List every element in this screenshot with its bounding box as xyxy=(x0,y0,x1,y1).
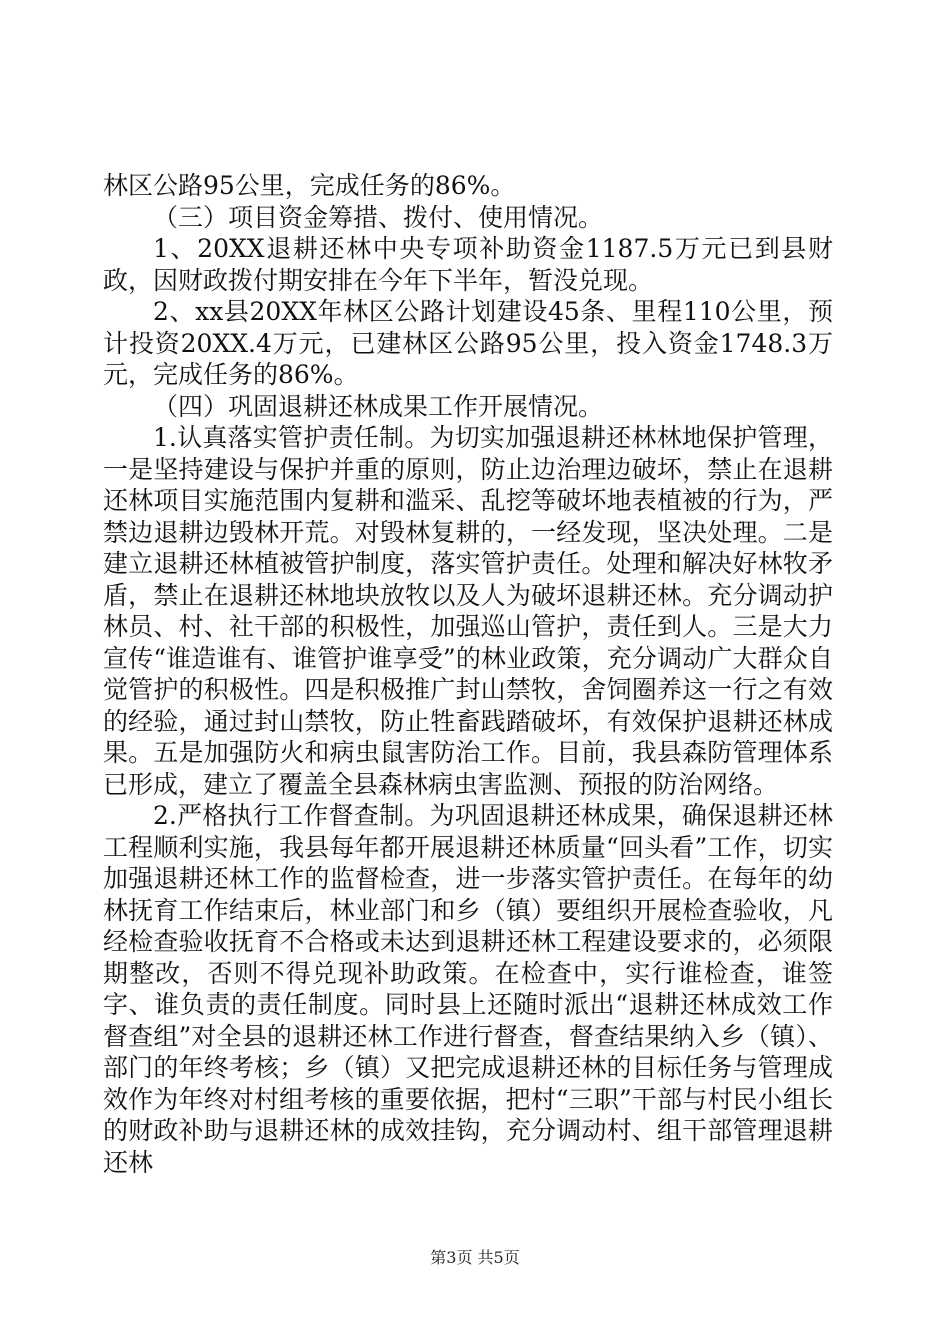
paragraph-management-responsibility: 1.认真落实管护责任制。为切实加强退耕还林林地保护管理，一是坚持建设与保护并重的原则，防止边治理边破坏，禁止在退耕还林项目实施范围内复耕和滥采、乱挖等破坏地表植被的行为，严禁边退耕边毁林开荒。对毁林复耕的，一经发现，坚决处理。二是建立退耕还林植被管护制度，落实管护责任。处理和解决好林牧矛盾，禁止在退耕还林地块放牧以及人为破坏退耕还林。充分调动护林员、村、社干部的积极性，加强巡山管护，责任到人。三是大力宣传“谁造谁有、谁管护谁享受”的林业政策，充分调动广大群众自觉管护的积极性。四是积极推广封山禁牧，舍饲圈养这一行之有效的经验，通过封山禁牧，防止牲畜践踏破坏，有效保护退耕还林成果。五是加强防火和病虫鼠害防治工作。目前，我县森防管理体系已形成，建立了覆盖全县森林病虫害监测、预报的防治网络。 xyxy=(103,423,833,799)
paragraph-item-1: 1、20XX退耕还林中央专项补助资金1187.5万元已到县财政，因财政拨付期安排在今年下半年，暂没兑现。 xyxy=(103,234,833,295)
paragraph-continuation: 林区公路95公里，完成任务的86%。 xyxy=(103,171,516,200)
paragraph-item-2: 2、xx县20XX年林区公路计划建设45条、里程110公里，预计投资20XX.4万元，已建林区公路95公里，投入资金1748.3万元，完成任务的86%。 xyxy=(103,297,833,389)
paragraph-section-four-heading: （四）巩固退耕还林成果工作开展情况。 xyxy=(153,391,604,421)
paragraph-supervision-system: 2.严格执行工作督查制。为巩固退耕还林成果，确保退耕还林工程顺利实施，我县每年都开展退耕还林质量“回头看”工作，切实加强退耕还林工作的监督检查，进一步落实管护责任。在每年的幼林抚育工作结束后，林业部门和乡（镇）要组织开展检查验收，凡经检查验收抚育不合格或未达到退耕还林工程建设要求的，必须限期整改，否则不得兑现补助政策。在检查中，实行谁检查，谁签字、谁负责的责任制度。同时县上还随时派出“退耕还林成效工作督查组”对全县的退耕还林工作进行督查，督查结果纳入乡（镇）、部门的年终考核；乡（镇）又把完成退耕还林的目标任务与管理成效作为年终对村组考核的重要依据，把村“三职”干部与村民小组长的财政补助与退耕还林的成效挂钩，充分调动村、组干部管理退耕还林 xyxy=(103,801,833,1177)
paragraph-section-three-heading: （三）项目资金筹措、拨付、使用情况。 xyxy=(153,202,604,232)
document-body xyxy=(103,170,833,1178)
page-number-footer: 第3页 共5页 xyxy=(430,1248,520,1267)
